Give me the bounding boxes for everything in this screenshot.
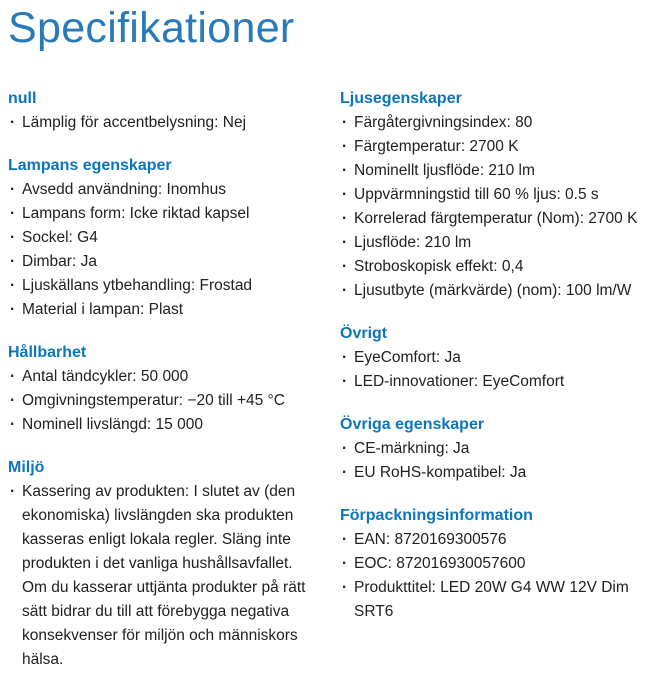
spec-list <box>8 178 340 322</box>
section-heading: Övrigt <box>340 325 388 343</box>
spec-item: · EAN: 8720169300576 <box>340 528 645 552</box>
section-heading: Lampans egenskaper <box>8 157 172 175</box>
spec-item: · Produkttitel: LED 20W G4 WW 12V Dim SRT6 <box>340 576 645 624</box>
spec-list <box>8 365 340 437</box>
spec-item: · CE-märkning: Ja <box>340 437 645 461</box>
spec-item: · Lämplig för accentbelysning: Nej <box>8 111 318 135</box>
spec-section <box>8 154 340 322</box>
spec-item: · Färgtemperatur: 2700 K <box>340 135 645 159</box>
spec-item: · Kassering av produkten: I slutet av (den ekonomiska) livslängden ska produkten kasseras enligt lokala regler. Släng inte produkten i det vanliga hushållsavfallet. Om du kasserar uttjänta produkter på rätt sätt bidrar du till att förebygga negativa konsekvenser för miljön och människors hälsa. <box>8 480 318 672</box>
spec-item: · Ljusflöde: 210 lm <box>340 231 645 255</box>
spec-list <box>8 480 340 672</box>
spec-item: · Lampans form: Icke riktad kapsel <box>8 202 318 226</box>
spec-list <box>340 346 645 394</box>
spec-item: · EOC: 872016930057600 <box>340 552 645 576</box>
spec-item: · Stroboskopisk effekt: 0,4 <box>340 255 645 279</box>
left-column <box>8 87 340 691</box>
spec-section <box>8 456 340 672</box>
spec-item: · EU RoHS-kompatibel: Ja <box>340 461 645 485</box>
spec-item: · Nominell livslängd: 15 000 <box>8 413 318 437</box>
spec-columns <box>8 87 645 691</box>
spec-section <box>340 87 645 303</box>
spec-item: · Korrelerad färgtemperatur (Nom): 2700 K <box>340 207 645 231</box>
spec-section <box>340 504 645 624</box>
section-heading: Hållbarhet <box>8 344 87 362</box>
section-heading: null <box>8 90 37 108</box>
spec-item: · Ljuskällans ytbehandling: Frostad <box>8 274 318 298</box>
page-title: Specifikationer <box>8 4 295 52</box>
spec-section <box>8 87 340 135</box>
spec-item: · LED-innovationer: EyeComfort <box>340 370 645 394</box>
section-heading: Ljusegenskaper <box>340 90 462 108</box>
spec-item: · Färgåtergivningsindex: 80 <box>340 111 645 135</box>
spec-list <box>340 528 645 624</box>
spec-list <box>8 111 340 135</box>
spec-list <box>340 111 645 303</box>
section-heading: Övriga egenskaper <box>340 416 485 434</box>
spec-section <box>340 413 645 485</box>
spec-item: · Uppvärmningstid till 60 % ljus: 0.5 s <box>340 183 645 207</box>
spec-item: · Avsedd användning: Inomhus <box>8 178 318 202</box>
right-column <box>340 87 645 643</box>
section-heading: Miljö <box>8 459 45 477</box>
spec-item: · Material i lampan: Plast <box>8 298 318 322</box>
spec-item: · EyeComfort: Ja <box>340 346 645 370</box>
spec-section <box>340 322 645 394</box>
spec-list <box>340 437 645 485</box>
spec-item: · Antal tändcykler: 50 000 <box>8 365 318 389</box>
spec-item: · Ljusutbyte (märkvärde) (nom): 100 lm/W <box>340 279 645 303</box>
section-heading: Förpackningsinformation <box>340 507 533 525</box>
spec-item: · Omgivningstemperatur: −20 till +45 °C <box>8 389 318 413</box>
spec-section <box>8 341 340 437</box>
spec-item: · Nominellt ljusflöde: 210 lm <box>340 159 645 183</box>
spec-item: · Dimbar: Ja <box>8 250 318 274</box>
spec-item: · Sockel: G4 <box>8 226 318 250</box>
